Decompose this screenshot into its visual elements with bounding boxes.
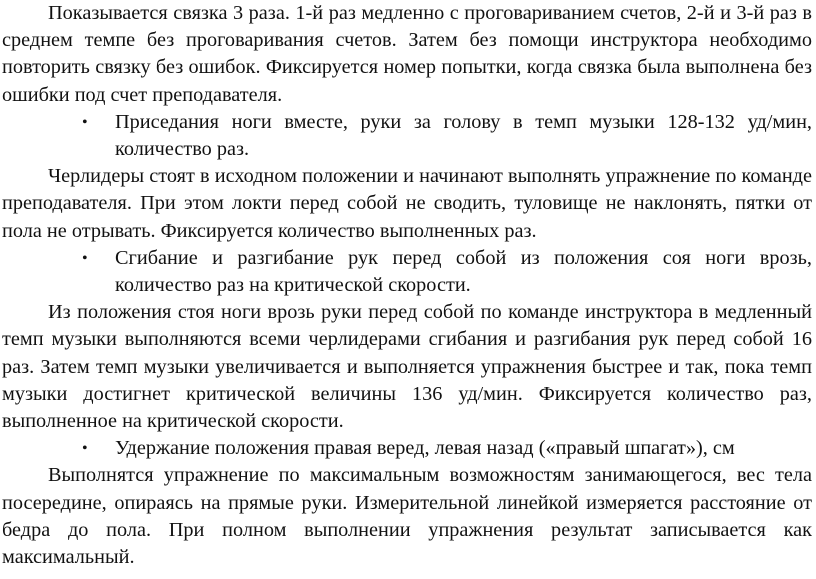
bullet-icon: • (82, 249, 88, 267)
bullet-item-2-text: Сгибание и разгибание рук перед собой из положения соя ноги врозь, количество раз на критической скорости. (115, 246, 812, 297)
bullet-item-1-text: Приседания ноги вместе, руки за голову в темп музыки 128-132 уд/мин, количество раз. (115, 110, 812, 161)
bullet-item-3 (2, 435, 812, 462)
bullet-item-3-text: Удержание положения правая веред, левая назад («правый шпагат»), см (115, 437, 735, 460)
document-page (2, 0, 812, 571)
paragraph-4: Выполнятся упражнение по максимальным возможностям занимающегося, вес тела посередине, опираясь на прямые руки. Измерительной линейкой измеряется расстояние от бедра до пола. При полном выполнении упражнения результат записывается как максимальный. (2, 464, 812, 569)
paragraph-1: Показывается связка 3 раза. 1-й раз медленно с проговариванием счетов, 2-й и 3-й раз в среднем темпе без проговаривания счетов. Затем без помощи инструктора необходимо повторить связку без ошибок. Фиксируется номер попытки, когда связка была выполнена без ошибки под счет преподавателя. (2, 2, 812, 106)
bullet-item-2 (2, 245, 812, 299)
paragraph-3: Из положения стоя ноги врозь руки перед собой по команде инструктора в медленный темп музыки выполняются всеми черлидерами сгибания и разгибания рук перед собой 16 раз. Затем темп музыки увеличивается и выполняется упражнения быстрее и так, пока темп музыки достигнет критической величины 136 уд/мин. Фиксируется количество раз, выполненное на критической скорости. (2, 301, 812, 433)
paragraph-2: Черлидеры стоят в исходном положении и начинают выполнять упражнение по команде преподавателя. При этом локти перед собой не сводить, туловище не наклонять, пятки от пола не отрывать. Фиксируется количество выполненных раз. (2, 165, 812, 242)
bullet-icon: • (82, 113, 88, 131)
bullet-item-1 (2, 109, 812, 163)
bullet-icon: • (82, 440, 88, 458)
